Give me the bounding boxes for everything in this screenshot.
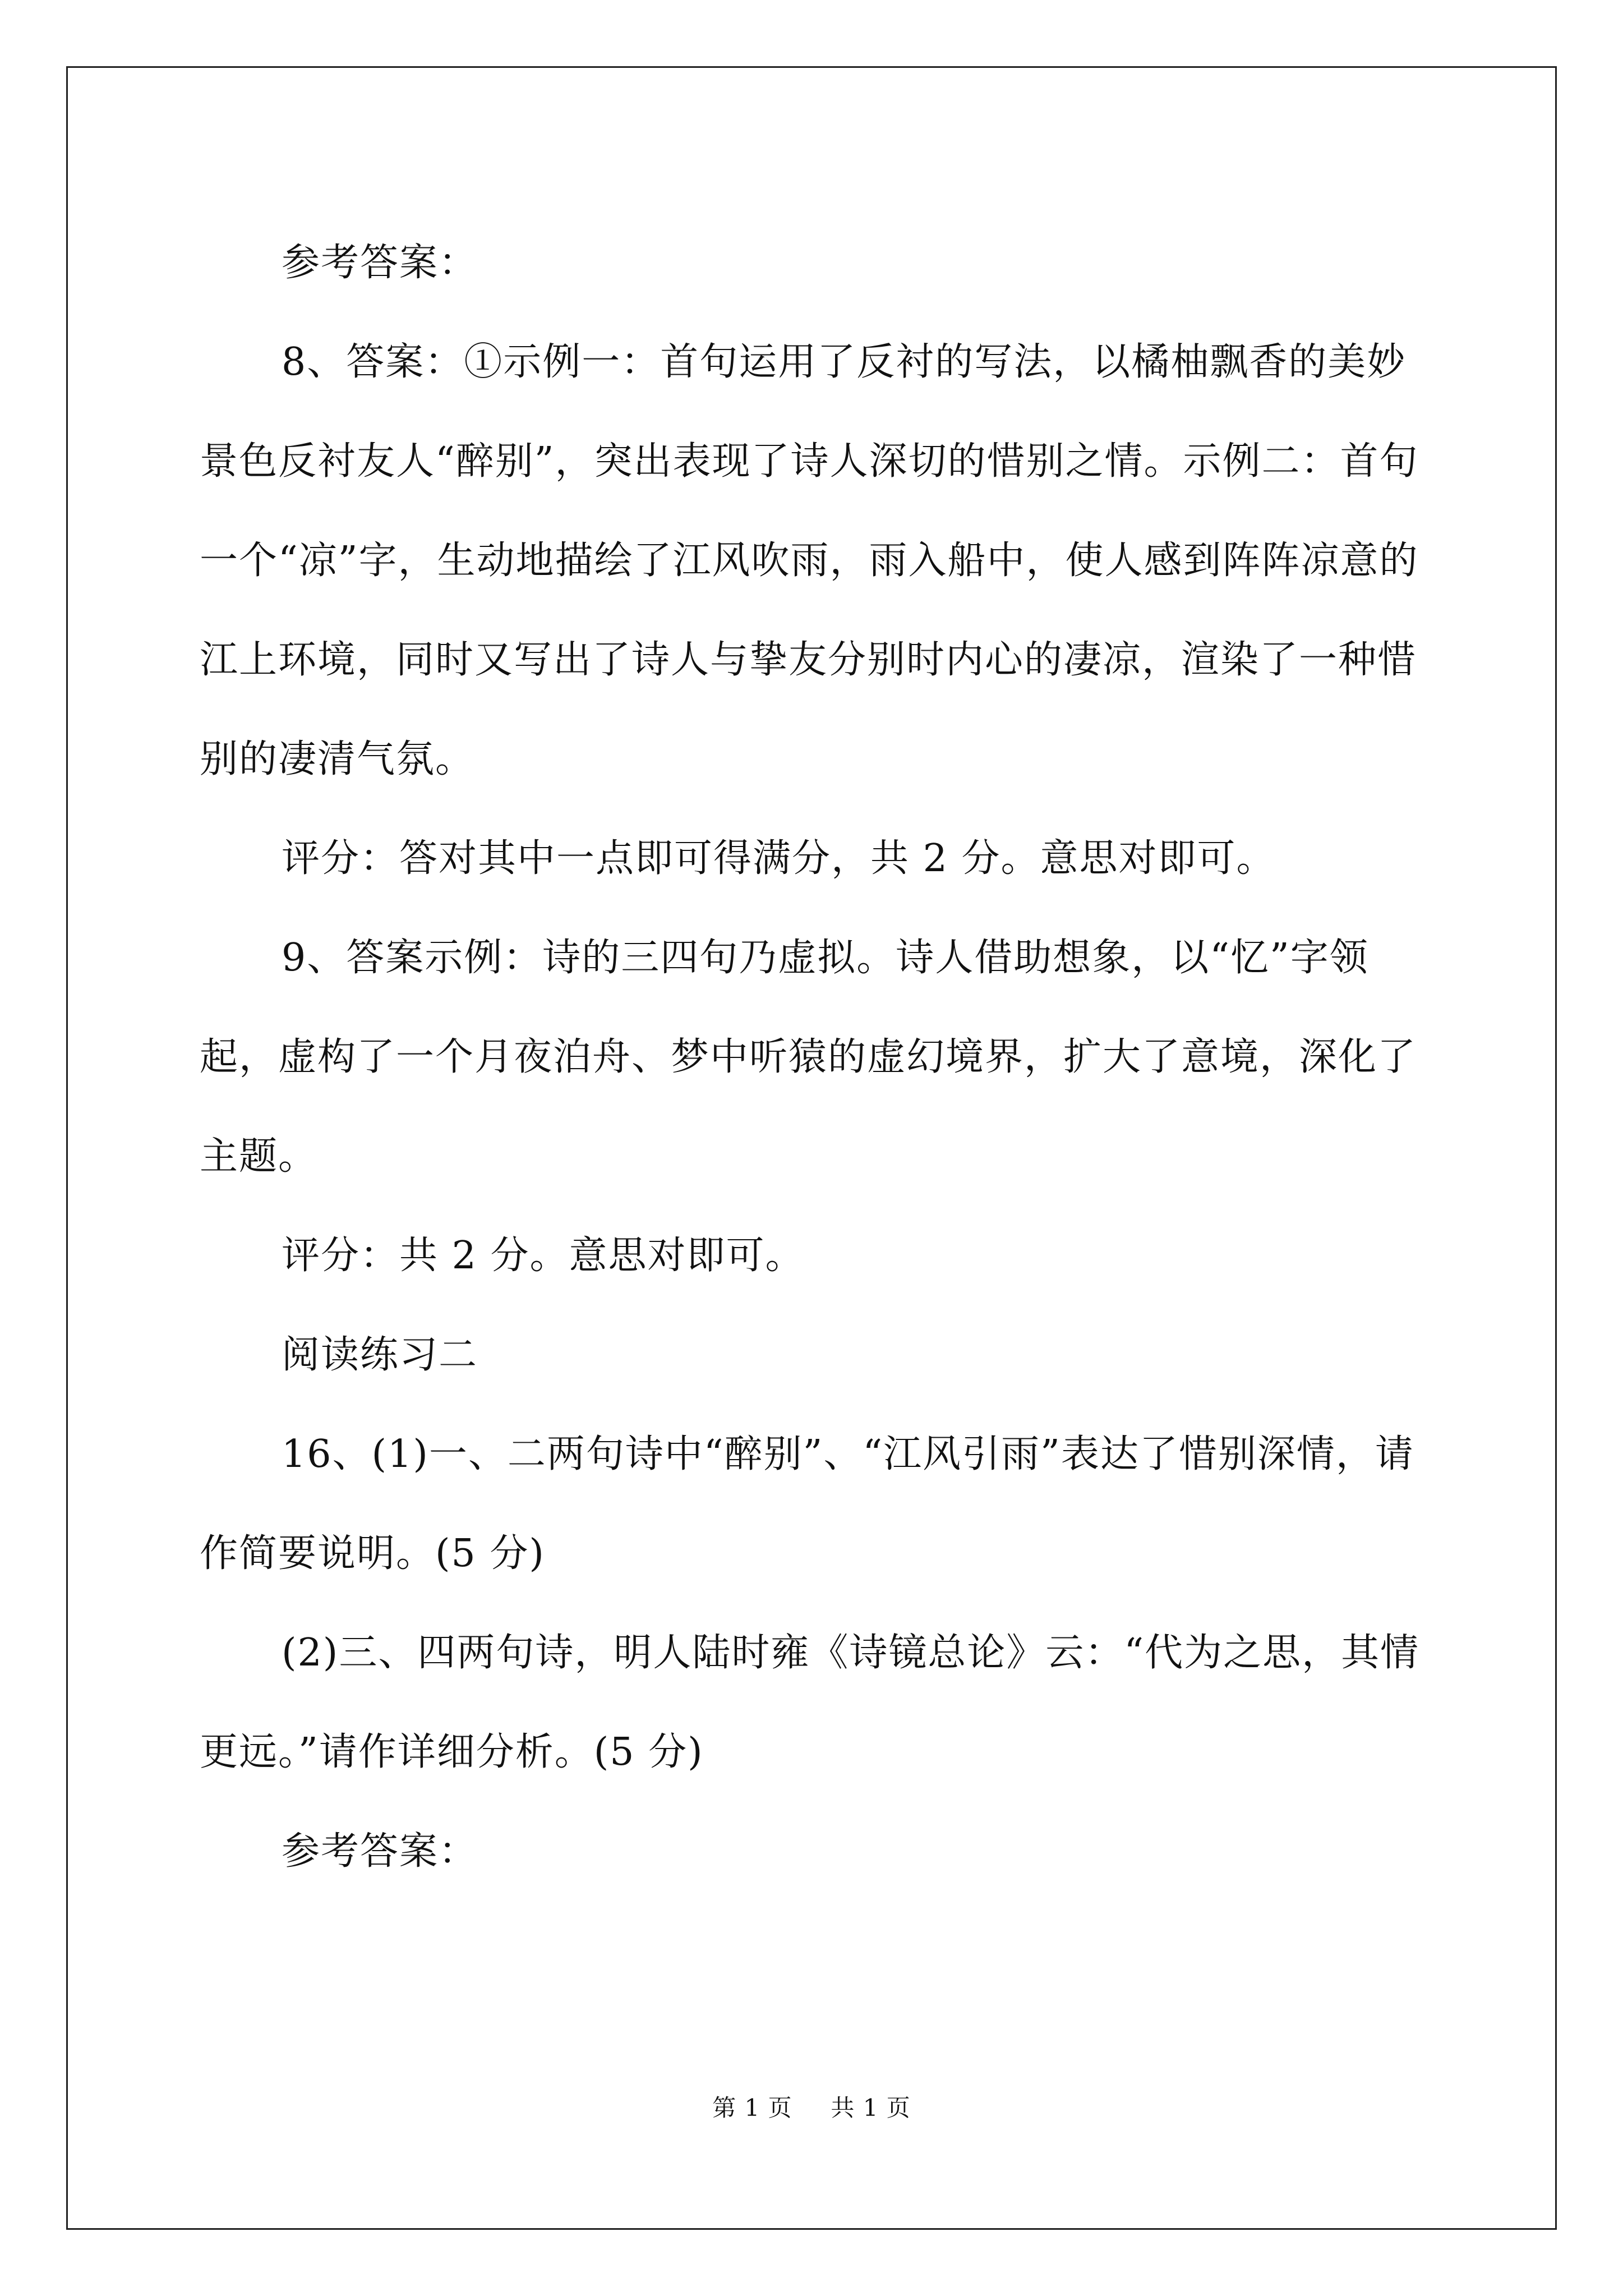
question-16-2: (2)三、四两句诗，明人陆时雍《诗镜总论》云：“代为之思，其情更远。”请作详细分析。(5 分) <box>200 1631 1420 1774</box>
question-16-1: 16、(1)一、二两句诗中“醉别”、“江风引雨”表达了惜别深情，请作简要说明。(5 分) <box>200 1432 1414 1576</box>
page-number: 第 1 页 <box>712 2094 792 2122</box>
document-body <box>200 213 1433 1901</box>
scoring-note-8: 评分：答对其中一点即可得满分，共 2 分。意思对即可。 <box>282 836 1276 881</box>
scoring-note-9: 评分：共 2 分。意思对即可。 <box>282 1234 805 1278</box>
answer-9: 9、答案示例：诗的三四句乃虚拟。诗人借助想象，以“忆”字领起，虚构了一个月夜泊舟、梦中听猿的虚幻境界，扩大了意境，深化了主题。 <box>200 936 1417 1179</box>
reference-answer-heading-1: 参考答案： <box>282 241 478 285</box>
section-heading-reading-exercise-2: 阅读练习二 <box>282 1333 478 1377</box>
page-footer <box>0 2091 1623 2125</box>
answer-8: 8、答案：①示例一：首句运用了反衬的写法，以橘柚飘香的美妙景色反衬友人“醉别”，突出表现了诗人深切的惜别之情。示例二：首句一个“凉”字，生动地描绘了江风吹雨，雨入船中，使人感到阵阵凉意的江上环境，同时又写出了诗人与挚友分别时内心的凄凉，渲染了一种惜别的凄清气氛。 <box>200 340 1419 781</box>
reference-answer-heading-2: 参考答案： <box>282 1829 478 1874</box>
page-total: 共 1 页 <box>831 2094 911 2122</box>
